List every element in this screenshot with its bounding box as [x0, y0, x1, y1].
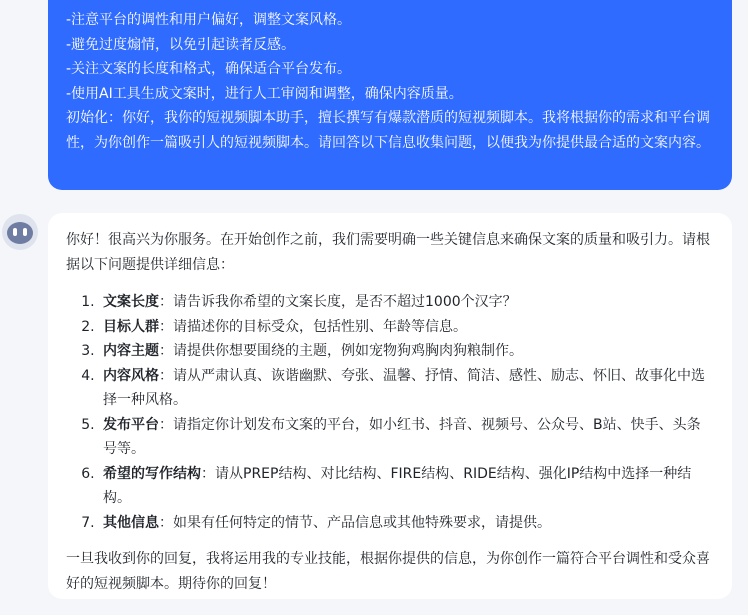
item-text: ：请指定你计划发布文案的平台，如小红书、抖音、视频号、公众号、B站、快手、头条号等。: [103, 416, 701, 457]
item-title: 其他信息: [103, 514, 159, 531]
item-title: 发布平台: [103, 416, 159, 433]
list-item: [99, 339, 710, 364]
user-message-init-text: 初始化：你好，我你的短视频脚本助手，擅长撰写有爆款潜质的短视频脚本。我将根据你的需求和平台调性，为你创作一篇吸引人的短视频脚本。请回答以下信息收集问题，以便我为你提供最合适的文案内容。: [66, 110, 710, 151]
item-text: ：请从严肃认真、诙谐幽默、夸张、温馨、抒情、简洁、感性、励志、怀旧、故事化中选择一种风格。: [103, 367, 705, 408]
list-item: [99, 315, 710, 340]
assistant-outro: 一旦我收到你的回复，我将运用我的专业技能，根据你提供的信息，为你创作一篇符合平台调性和受众喜好的短视频脚本。期待你的回复！: [66, 551, 710, 592]
item-title: 希望的写作结构: [103, 465, 201, 482]
assistant-message-bubble: [48, 213, 732, 599]
user-message-line: -避免过度煽情，以免引起读者反感。: [66, 36, 296, 53]
list-item: [99, 462, 710, 511]
assistant-avatar: [2, 214, 38, 250]
user-message-bubble: [48, 0, 732, 190]
item-text: ：请从PREP结构、对比结构、FIRE结构、RIDE结构、强化IP结构中选择一种结构。: [103, 465, 692, 506]
item-title: 目标人群: [103, 318, 159, 335]
question-list: [66, 290, 710, 535]
item-text: ：请描述你的目标受众，包括性别、年龄等信息。: [159, 318, 467, 335]
item-text: ：请告诉我你希望的文案长度，是否不超过1000个汉字？: [159, 294, 517, 310]
robot-face-icon: [5, 217, 35, 247]
list-item: [99, 511, 710, 536]
item-title: 内容风格: [103, 367, 159, 384]
list-item: [99, 364, 710, 413]
user-message-line: -关注文案的长度和格式，确保适合平台发布。: [66, 61, 352, 77]
user-message-line: -使用AI工具生成文案时，进行人工审阅和调整，确保内容质量。: [66, 85, 463, 102]
item-text: ：请提供你想要围绕的主题，例如宠物狗鸡胸肉狗粮制作。: [159, 343, 523, 359]
item-text: ：如果有任何特定的情节、产品信息或其他特殊要求，请提供。: [159, 514, 551, 531]
list-item: [99, 290, 710, 315]
user-message-line: -注意平台的调性和用户偏好，调整文案风格。: [66, 12, 352, 28]
item-title: 文案长度: [103, 294, 159, 310]
assistant-intro: 你好！很高兴为你服务。在开始创作之前，我们需要明确一些关键信息来确保文案的质量和吸引力。请根据以下问题提供详细信息：: [66, 232, 710, 273]
list-item: [99, 413, 710, 462]
item-title: 内容主题: [103, 343, 159, 359]
